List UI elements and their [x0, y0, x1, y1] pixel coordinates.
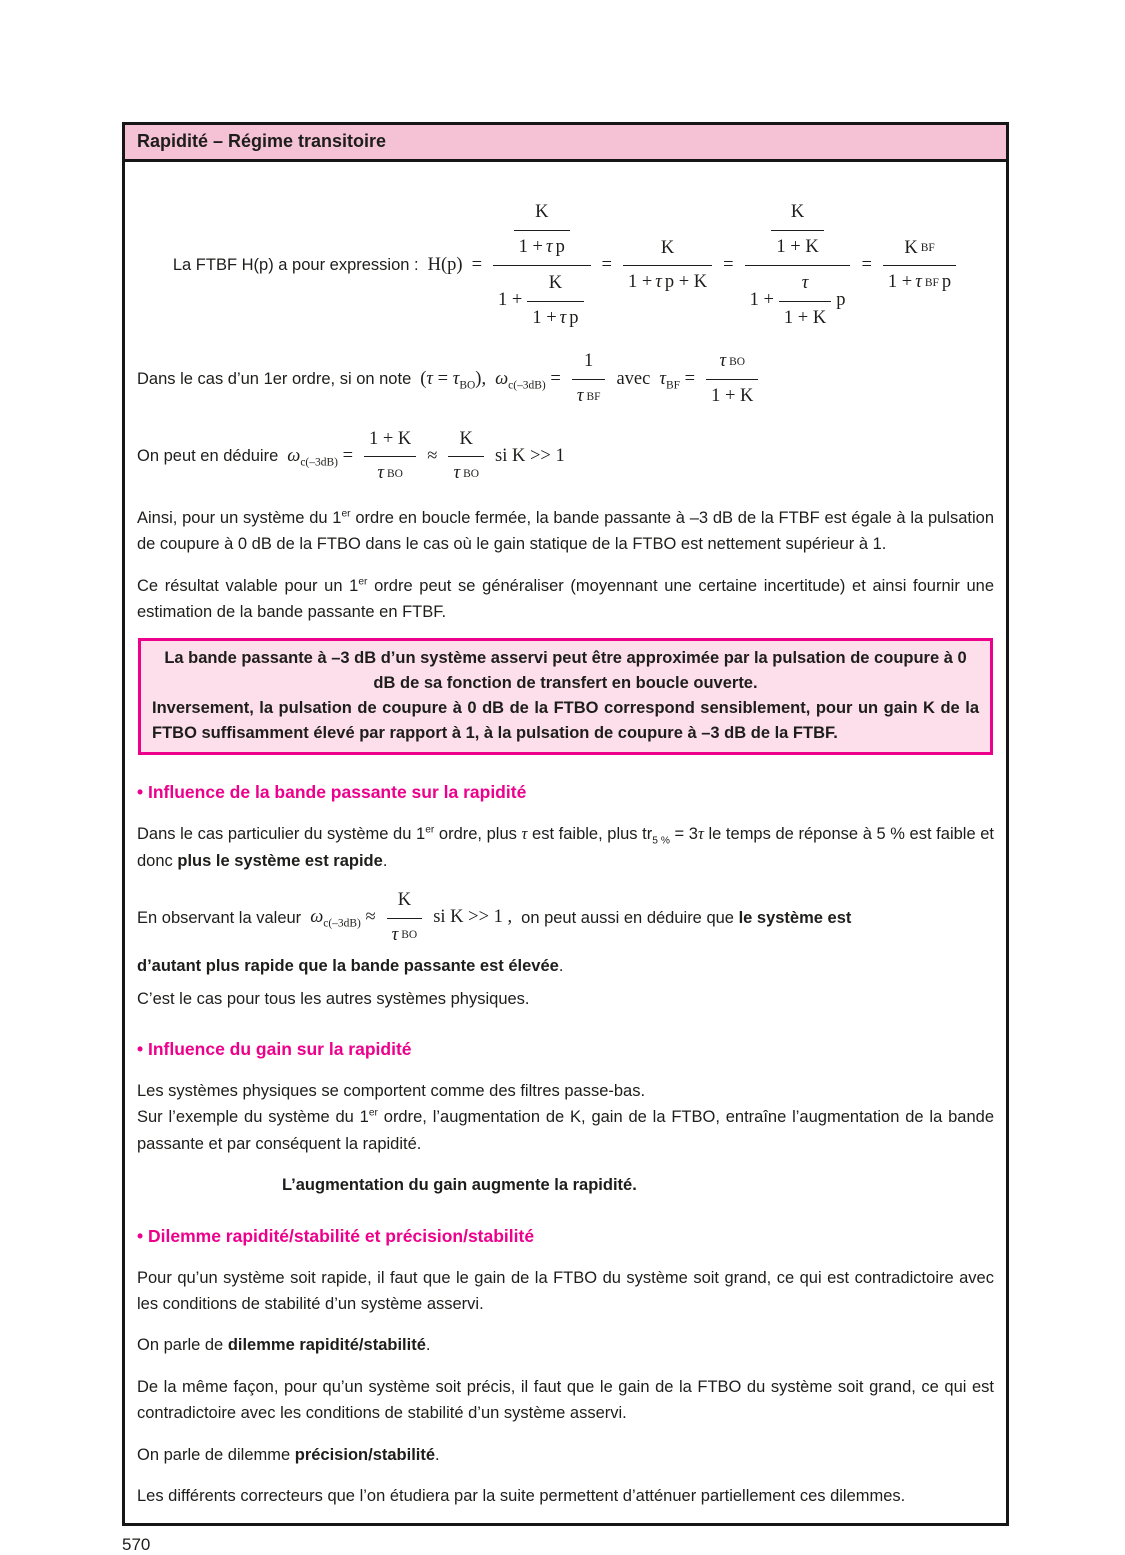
paragraph-ainsi: Ainsi, pour un système du 1er ordre en boucle fermée, la bande passante à –3 dB de la FTBF est égale à la pulsation de coupure à 0 dB de la FTBO dans le cas où le gain statique de la FTBO est nettement supérieur à 1.: [137, 508, 994, 554]
math-token: 1 + K: [711, 385, 754, 406]
first-order-notation-line: [137, 346, 994, 412]
math-token: τ: [779, 268, 831, 302]
math-token: $\tau_{BF}$ =: [659, 368, 696, 392]
fraction: [514, 197, 570, 263]
math-token: 1 + K: [364, 424, 416, 458]
fraction: [364, 424, 416, 490]
math-token: p: [836, 290, 846, 311]
fraction: [572, 346, 606, 412]
text-post: on peut aussi en déduire que le système est: [521, 908, 852, 927]
heading-dilemme: • Dilemme rapidité/stabilité et précision/stabilité: [137, 1225, 535, 1246]
fraction: [706, 346, 758, 412]
math-token: 1 +: [498, 290, 523, 311]
paragraph-exemple: Sur l’exemple du système du 1er ordre, l’augmentation de K, gain de la FTBO, entraîne l’augmentation de la bande passante et par conséquent la rapidité.: [137, 1107, 994, 1153]
math-token: τ BF: [576, 385, 601, 406]
paragraph-correcteurs: Les différents correcteurs que l’on étudiera par la suite permettent d’atténuer partiellement ces dilemmes.: [137, 1486, 906, 1505]
math-token: 1 +: [749, 290, 774, 311]
math-token: τ BO: [706, 346, 758, 380]
fraction: [527, 268, 583, 334]
fraction: [779, 268, 831, 334]
ftbf-expression-equation: [137, 196, 994, 335]
math-token: K: [527, 268, 583, 302]
lesson-content: [125, 162, 1006, 1523]
math-token: τ BO: [391, 924, 418, 945]
math-token: 1 + τ BF p: [887, 272, 952, 293]
paragraph-parle-2: On parle de dilemme précision/stabilité.: [137, 1445, 440, 1464]
math-token: 1 + τ p: [518, 236, 565, 257]
math-token: K: [771, 197, 823, 231]
paragraph-precis: De la même façon, pour qu’un système soit précis, il faut que le gain de la FTBO du système soit grand, ce qui est contradictoire avec les conditions de stabilité d’un système asservi.: [137, 1377, 994, 1423]
math-token: τ BO: [377, 463, 403, 484]
math-token: avec: [616, 368, 651, 389]
math-token: K: [623, 233, 712, 267]
math-omega: $\omega_{c(-3dB)}$ =: [287, 445, 353, 469]
math-omega: $\omega_{c(-3dB)}$ ≈: [310, 907, 376, 931]
math-token: τ BO: [453, 463, 480, 484]
math-token: $(\tau = \tau_{BO})$,: [420, 368, 487, 392]
fraction-nested-1: [493, 196, 591, 335]
paragraph-augmentation: L’augmentation du gain augmente la rapidité.: [282, 1176, 637, 1195]
math-token: 1 + τ p: [532, 307, 579, 328]
paragraph-resultat: Ce résultat valable pour un 1er ordre peut se généraliser (moyennant une certaine incertitude) et ainsi fournir une estimation de la bande passante en FTBF.: [137, 576, 994, 621]
rule-line-1: La bande passante à –3 dB d’un système asservi peut être approximée par la pulsation de coupure à 0 dB de sa fonction de transfert en boucle ouverte.: [164, 649, 967, 693]
text-pre: Dans le cas d’un 1er ordre, si on note: [137, 370, 412, 389]
math-token: K: [514, 197, 570, 231]
heading-gain: • Influence du gain sur la rapidité: [137, 1039, 412, 1060]
fraction: [448, 424, 484, 490]
fraction-nested-3: [745, 196, 851, 335]
math-token: K BF: [883, 233, 956, 267]
math-lhs: H(p): [427, 254, 463, 275]
paragraph-rapide: Pour qu’un système soit rapide, il faut que le gain de la FTBO du système soit grand, ce qui est contradictoire avec les conditions de stabilité d’un système asservi.: [137, 1268, 994, 1314]
paragraph-parle-1: On parle de dilemme rapidité/stabilité.: [137, 1336, 431, 1355]
paragraph-cest: C’est le cas pour tous les autres systèmes physiques.: [137, 989, 530, 1008]
page-number: 570: [122, 1535, 151, 1555]
heading-bande-passante: • Influence de la bande passante sur la rapidité: [137, 782, 527, 803]
math-condition: si K >> 1: [495, 445, 565, 466]
fraction-numerator: [745, 196, 851, 266]
math-token: K: [448, 424, 484, 458]
fraction-2: [623, 233, 712, 299]
fraction: [387, 885, 423, 951]
math-condition: si K >> 1 ,: [433, 907, 513, 928]
fraction-denominator: [745, 266, 851, 335]
book-page: [122, 122, 1009, 1555]
paragraph-observe-suite: d’autant plus rapide que la bande passante est élevée.: [137, 957, 564, 976]
paragraph-filtres: Les systèmes physiques se comportent comme des filtres passe-bas.: [137, 1082, 646, 1101]
math-token: K: [387, 885, 423, 919]
fraction-numerator: [493, 196, 591, 266]
math-token: 1 + K: [783, 307, 827, 328]
rule-line-2: Inversement, la pulsation de coupure à 0 dB de la FTBO correspond sensiblement, pour un gain K de la FTBO suffisamment élevé par rapport à 1, à la pulsation de coupure à –3 dB de la FTBF.: [152, 698, 979, 742]
section-title: Rapidité – Régime transitoire: [137, 131, 387, 151]
deduction-line: [137, 424, 994, 490]
observation-line: [137, 885, 994, 951]
section-title-bar: [125, 125, 1006, 162]
equals-sign: =: [861, 254, 872, 275]
math-token: 1 + K: [776, 236, 819, 257]
equals-sign: =: [471, 254, 482, 275]
paragraph-cas-particulier: Dans le cas particulier du système du 1er ordre, plus τ est faible, plus $tr_{5 \%} = 3\tau$ le temps de réponse à 5 % est faible et donc plus le système est rapide.: [137, 824, 995, 870]
fraction-denominator: [493, 266, 591, 335]
equals-sign: =: [723, 254, 734, 275]
equation-intro-text: La FTBF H(p) a pour expression :: [172, 256, 419, 275]
fraction: [771, 197, 823, 263]
lesson-box: [122, 122, 1009, 1526]
math-token: 1 + τ p + K: [627, 272, 708, 293]
math-omega: $\omega_{c(-3dB)}$ =: [495, 368, 561, 392]
math-token: 1: [572, 346, 606, 380]
fraction-4: [883, 233, 956, 299]
highlight-rule-box: [138, 638, 993, 755]
text-pre: On peut en déduire: [137, 447, 279, 466]
text-pre: En observant la valeur: [137, 908, 302, 927]
approx-sign: ≈: [427, 445, 438, 466]
equals-sign: =: [601, 254, 612, 275]
